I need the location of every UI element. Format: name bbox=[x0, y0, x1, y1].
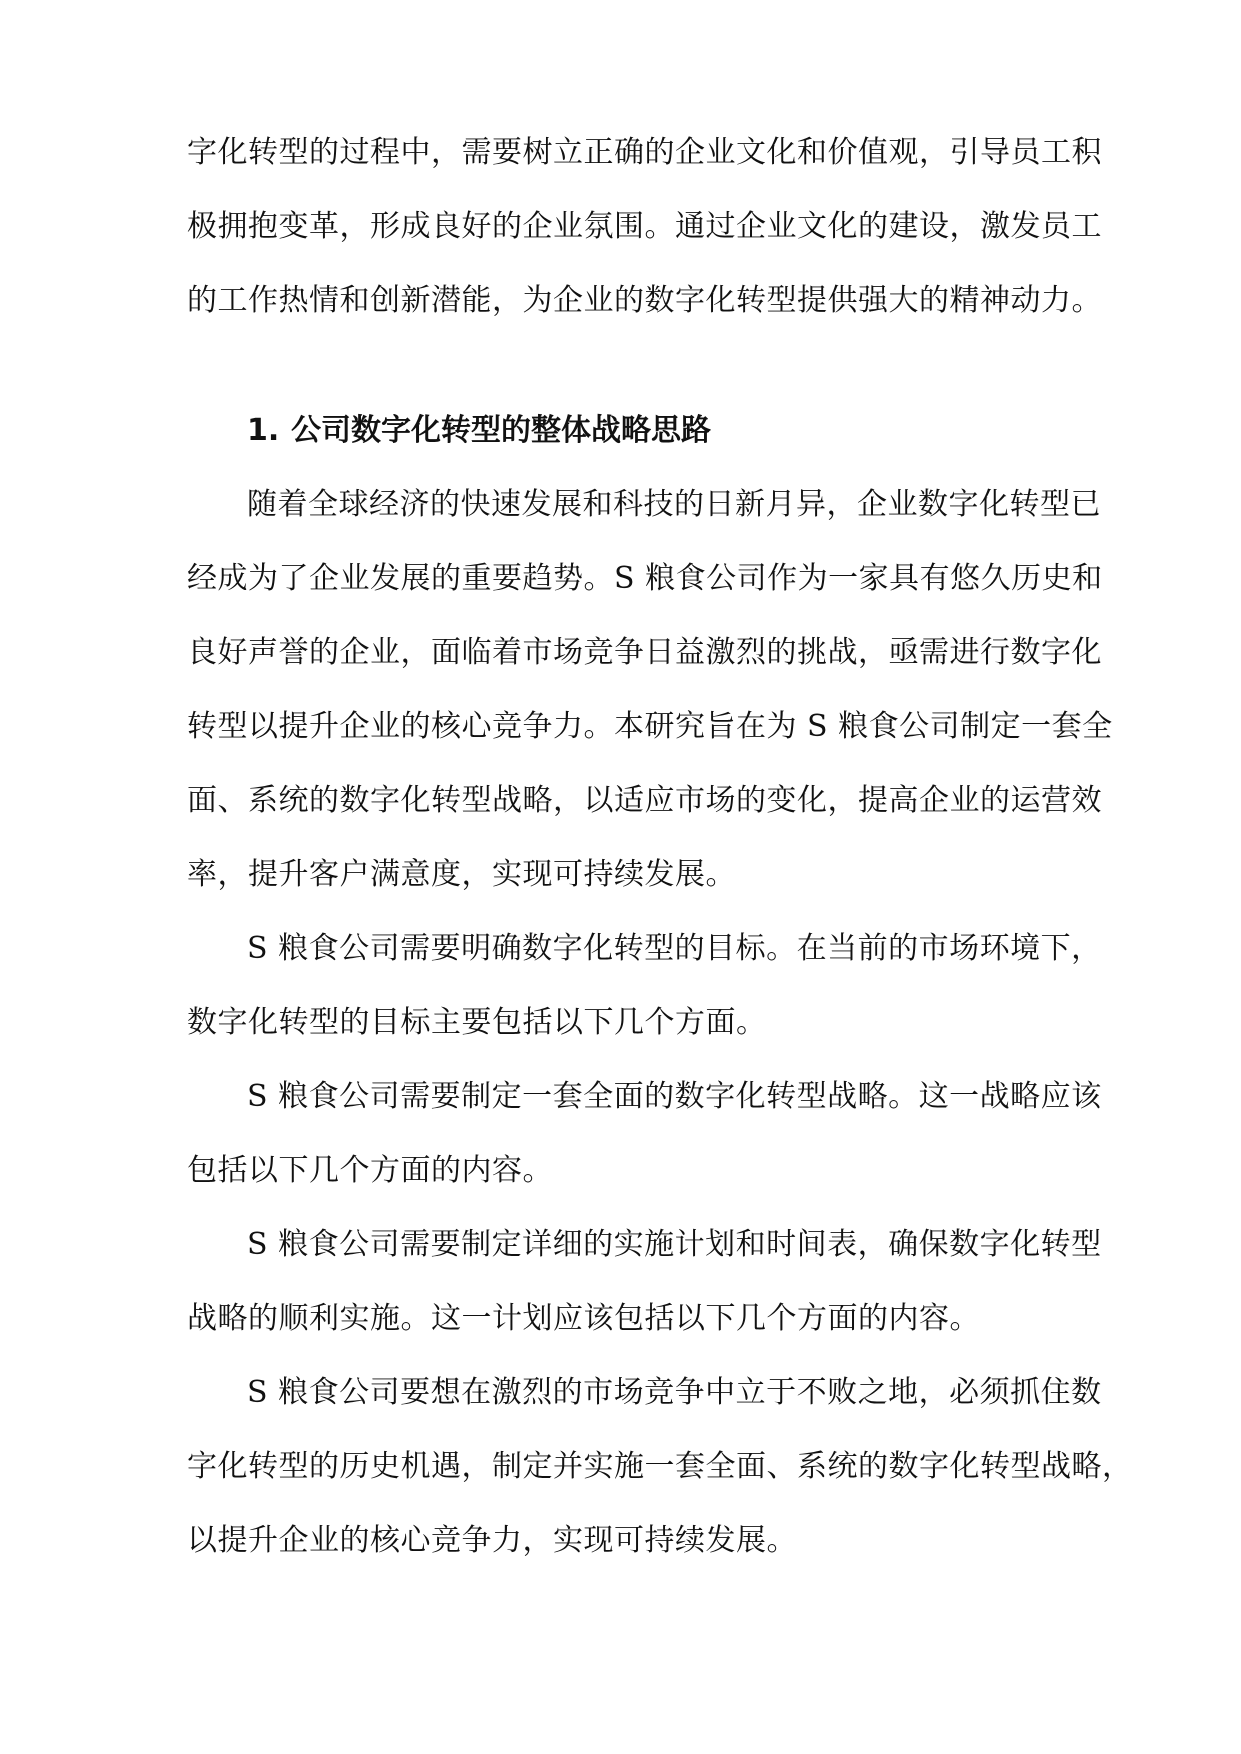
text-line: 极拥抱变革，形成良好的企业氛围。通过企业文化的建设，激发员工 bbox=[187, 209, 1102, 244]
text-line: S 粮食公司需要制定详细的实施计划和时间表，确保数字化转型 bbox=[247, 1227, 1102, 1262]
text-line: 良好声誉的企业，面临着市场竞争日益激烈的挑战，亟需进行数字化 bbox=[187, 635, 1102, 670]
section-heading bbox=[247, 394, 711, 468]
text-line: 战略的顺利实施。这一计划应该包括以下几个方面的内容。 bbox=[187, 1301, 980, 1336]
paragraph-5 bbox=[187, 1356, 1133, 1578]
text-line: 数字化转型的目标主要包括以下几个方面。 bbox=[187, 1005, 767, 1040]
text-line: 的工作热情和创新潜能，为企业的数字化转型提供强大的精神动力。 bbox=[187, 283, 1102, 318]
text-line: 转型以提升企业的核心竞争力。本研究旨在为 S 粮食公司制定一套全 bbox=[187, 709, 1113, 744]
text-line: 率，提升客户满意度，实现可持续发展。 bbox=[187, 857, 736, 892]
text-line: S 粮食公司要想在激烈的市场竞争中立于不败之地，必须抓住数 bbox=[247, 1375, 1102, 1410]
paragraph-3 bbox=[187, 1060, 1102, 1208]
text-line: 字化转型的过程中，需要树立正确的企业文化和价值观，引导员工积 bbox=[187, 135, 1102, 170]
text-line: S 粮食公司需要明确数字化转型的目标。在当前的市场环境下， bbox=[247, 931, 1102, 966]
paragraph-4 bbox=[187, 1208, 1102, 1356]
text-line: S 粮食公司需要制定一套全面的数字化转型战略。这一战略应该 bbox=[247, 1079, 1102, 1114]
text-line: 面、系统的数字化转型战略，以适应市场的变化，提高企业的运营效 bbox=[187, 783, 1102, 818]
section-number: 1. bbox=[247, 413, 280, 448]
paragraph-2 bbox=[187, 912, 1102, 1060]
text-line: 随着全球经济的快速发展和科技的日新月异，企业数字化转型已 bbox=[247, 487, 1101, 522]
text-line: 经成为了企业发展的重要趋势。S 粮食公司作为一家具有悠久历史和 bbox=[187, 561, 1103, 596]
paragraph-continued bbox=[187, 116, 1102, 338]
text-line: 以提升企业的核心竞争力，实现可持续发展。 bbox=[187, 1523, 797, 1558]
section-title: 公司数字化转型的整体战略思路 bbox=[291, 413, 711, 448]
text-line: 字化转型的历史机遇，制定并实施一套全面、系统的数字化转型战略， bbox=[187, 1449, 1133, 1484]
paragraph-1 bbox=[187, 468, 1113, 912]
text-line: 包括以下几个方面的内容。 bbox=[187, 1153, 553, 1188]
